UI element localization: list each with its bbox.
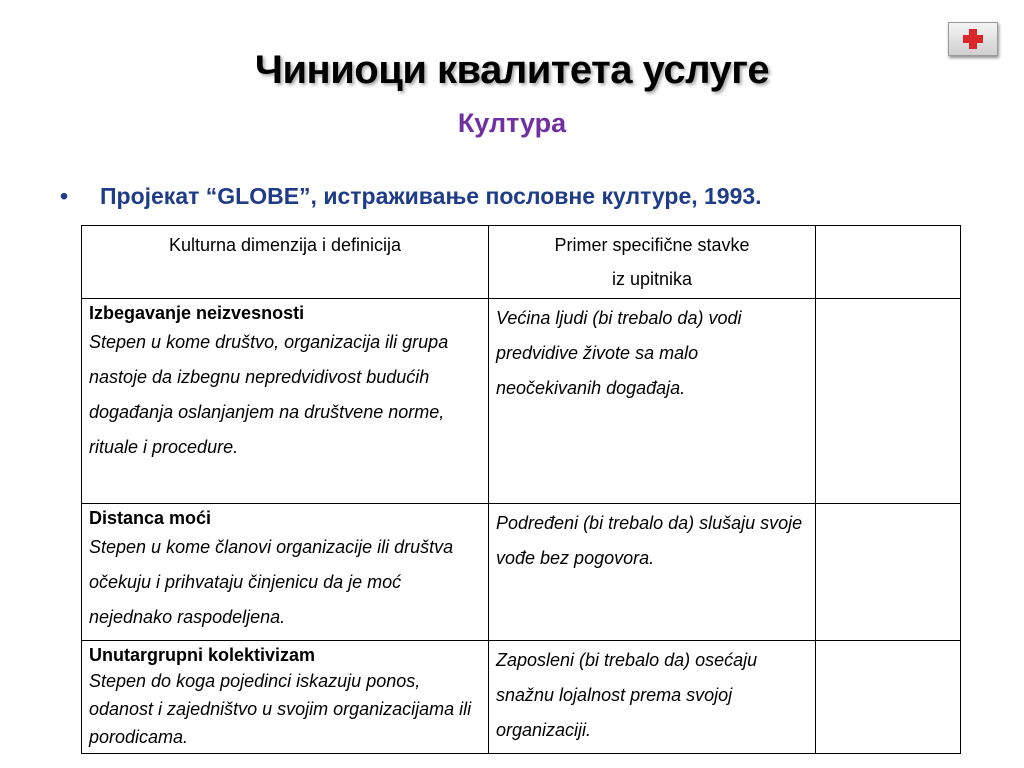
questionnaire-item: Podređeni (bi trebalo da) slušaju svoje vođe bez pogovora. [496,513,803,568]
item-cell [489,504,816,641]
globe-dimensions-table [81,225,961,754]
dimension-cell [82,641,489,754]
table-row [82,641,961,754]
dimension-cell [82,504,489,641]
dimension-definition: Stepen u kome članovi organizacije ili društva očekuju i prihvataju činjenicu da je moć nejednako raspodeljena. [89,537,454,627]
table-header-row [82,226,961,299]
questionnaire-item: Većina ljudi (bi trebalo da) vodi predvidive živote sa malo neočekivanih događaja. [496,308,742,398]
header-item-line2: iz upitnika [611,269,693,289]
header-dimension-label: Kulturna dimenzija i definicija [168,235,402,255]
dimension-name: Distanca moći [89,508,212,528]
header-item [489,226,816,299]
cross-horizontal-bar [963,35,983,43]
header-item-line1: Primer specifične stavke [554,235,750,255]
bullet-dot-icon: • [60,183,69,209]
extra-cell [816,299,961,504]
dimension-definition: Stepen u kome društvo, organizacija ili grupa nastoje da izbegnu nepredvidivost budućih događanja oslanjanjem na društvene norme, rituale i procedure. [89,332,449,457]
header-empty [816,226,961,299]
table-row [82,299,961,504]
questionnaire-item: Zaposleni (bi trebalo da) osećaju snažnu lojalnost prema svojoj organizaciji. [496,650,758,740]
dimension-cell [82,299,489,504]
bullet-point [60,183,762,210]
extra-cell [816,641,961,754]
dimension-name: Izbegavanje neizvesnosti [89,303,305,323]
extra-cell [816,504,961,641]
item-cell [489,299,816,504]
dimension-name: Unutargrupni kolektivizam [89,645,316,665]
header-dimension [82,226,489,299]
item-cell [489,641,816,754]
dimension-definition: Stepen do koga pojedinci iskazuju ponos, odanost i zajedništvo u svojim organizacijama ili porodicama. [89,671,472,747]
bullet-text: Пројекат “GLOBE”, истраживање пословне културе, 1993. [100,183,762,209]
table-row [82,504,961,641]
page-title: Чиниоци квалитета услуге [254,48,770,92]
page-subtitle: Култура [457,108,567,138]
